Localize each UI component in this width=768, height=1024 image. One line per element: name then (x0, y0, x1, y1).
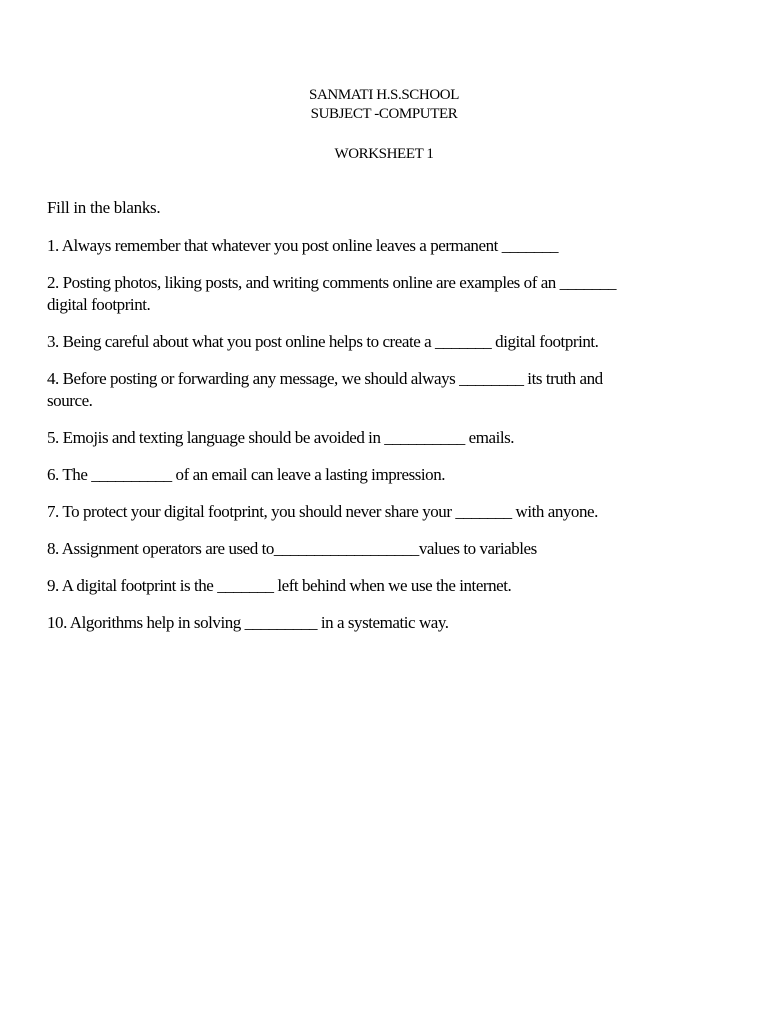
question-1: 1. Always remember that whatever you post online leaves a permanent _______ (47, 236, 559, 255)
instruction-text: Fill in the blanks. (47, 198, 161, 217)
question-7: 7. To protect your digital footprint, you should never share your _______ with anyone. (47, 502, 598, 521)
question-list (47, 235, 647, 649)
worksheet-title: WORKSHEET 1 (334, 146, 434, 162)
question-6: 6. The __________ of an email can leave a lasting impression. (47, 465, 446, 484)
question-3: 3. Being careful about what you post online helps to create a _______ digital footprint. (47, 332, 599, 351)
question-8: 8. Assignment operators are used to__________________values to variables (47, 539, 537, 558)
question-10: 10. Algorithms help in solving _________ in a systematic way. (47, 613, 449, 632)
question-5: 5. Emojis and texting language should be avoided in __________ emails. (47, 428, 515, 447)
question-2: 2. Posting photos, liking posts, and writing comments online are examples of an _______ digital footprint. (47, 273, 620, 314)
question-4: 4. Before posting or forwarding any message, we should always ________ its truth and source. (47, 369, 607, 410)
subject-title: SUBJECT -COMPUTER (310, 106, 458, 122)
school-name: SANMATI H.S.SCHOOL (309, 87, 459, 103)
question-9: 9. A digital footprint is the _______ left behind when we use the internet. (47, 576, 512, 595)
